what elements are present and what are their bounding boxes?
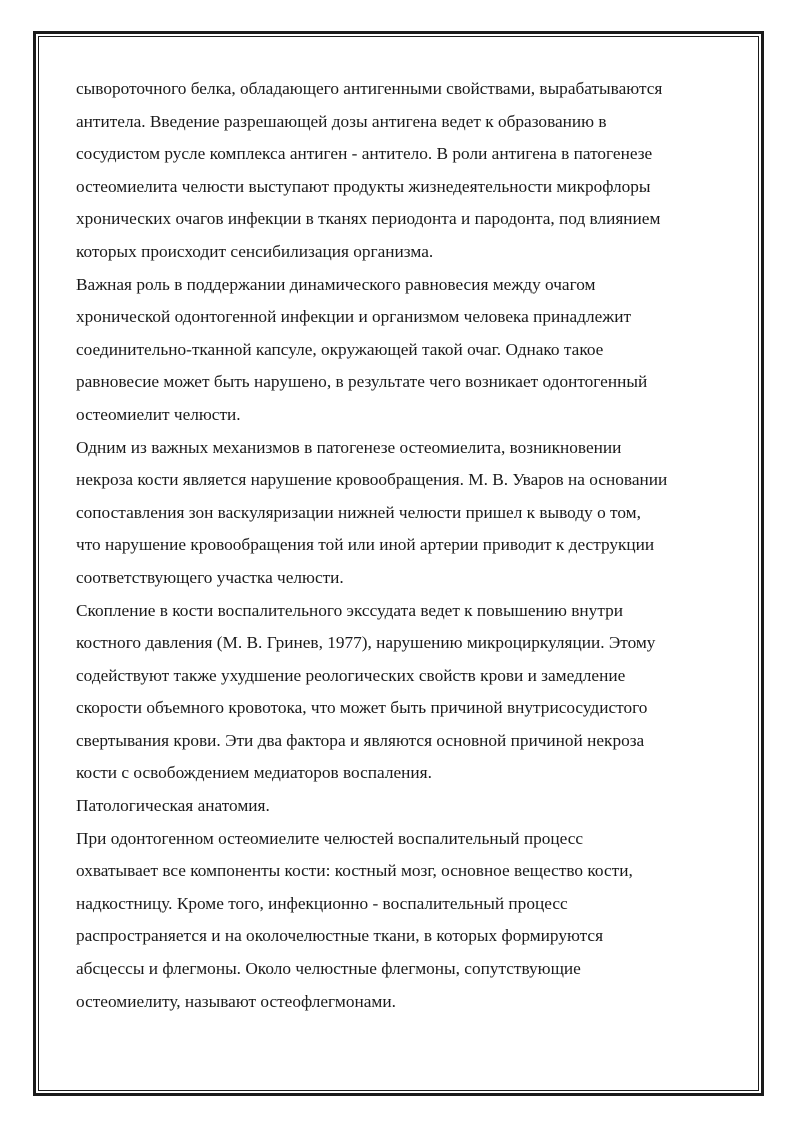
text-line: Скопление в кости воспалительного экссудата ведет к повышению внутри — [76, 600, 623, 620]
text-line: что нарушение кровообращения той или иной артерии приводит к деструкции — [76, 535, 655, 555]
text-line: хронической одонтогенной инфекции и организмом человека принадлежит — [76, 307, 632, 327]
text-line: содействуют также ухудшение реологических свойств крови и замедление — [76, 665, 626, 685]
text-line: равновесие может быть нарушено, в результате чего возникает одонтогенный — [76, 372, 648, 392]
text-line: антитела. Введение разрешающей дозы антигена ведет к образованию в — [76, 111, 607, 131]
text-line: кости с освобождением медиаторов воспаления. — [76, 763, 432, 783]
text-line: скорости объемного кровотока, что может быть причиной внутрисосудистого — [76, 698, 648, 718]
text-line: Одним из важных механизмов в патогенезе остеомиелита, возникновении — [76, 437, 622, 457]
text-line: сывороточного белка, обладающего антигенными свойствами, вырабатываются — [76, 79, 663, 98]
text-line: Важная роль в поддержании динамического равновесия между очагом — [76, 274, 596, 294]
text-line: сосудистом русле комплекса антиген - антитело. В роли антигена в патогенезе — [76, 144, 653, 164]
text-line: которых происходит сенсибилизация организма. — [76, 241, 434, 261]
text-line: соответствующего участка челюсти. — [76, 567, 344, 587]
text-line: При одонтогенном остеомиелите челюстей воспалительный процесс — [76, 828, 584, 848]
text-line: сопоставления зон васкуляризации нижней челюсти пришел к выводу о том, — [76, 502, 641, 522]
text-line: распространяется и на околочелюстные ткани, в которых формируются — [76, 926, 604, 946]
text-line: абсцессы и флегмоны. Около челюстные флегмоны, сопутствующие — [76, 959, 581, 979]
text-line: остеомиелит челюсти. — [76, 404, 241, 424]
text-line: надкостницу. Кроме того, инфекционно - воспалительный процесс — [76, 893, 568, 913]
text-line: остеомиелиту, называют остеофлегмонами. — [76, 991, 396, 1011]
text-line: костного давления (М. В. Гринев, 1977), нарушению микроциркуляции. Этому — [76, 633, 656, 653]
document-body — [76, 73, 736, 1018]
text-line: остеомиелита челюсти выступают продукты жизнедеятельности микрофлоры — [76, 176, 651, 196]
section-heading: Патологическая анатомия. — [76, 796, 270, 816]
text-line: свертывания крови. Эти два фактора и являются основной причиной некроза — [76, 730, 645, 750]
text-line: хронических очагов инфекции в тканях периодонта и пародонта, под влиянием — [76, 209, 661, 229]
text-line: охватывает все компоненты кости: костный мозг, основное вещество кости, — [76, 861, 633, 881]
text-line: соединительно-тканной капсуле, окружающей такой очаг. Однако такое — [76, 339, 604, 359]
text-line: некроза кости является нарушение кровообращения. М. В. Уваров на основании — [76, 470, 668, 490]
